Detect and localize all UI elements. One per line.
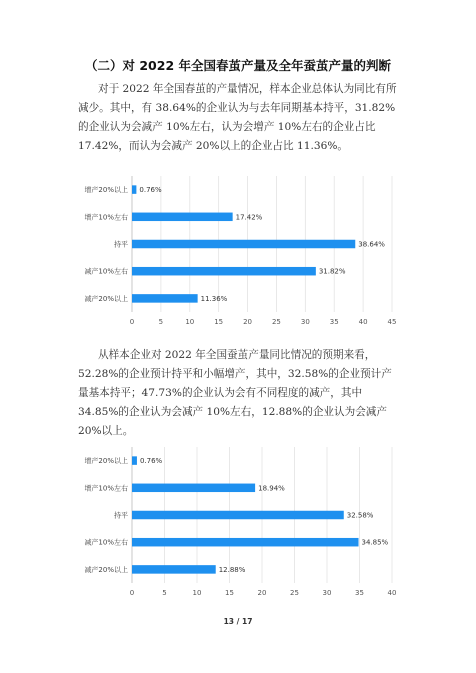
- category-label: 减产10%左右: [84, 538, 128, 547]
- chart-svg: [60, 172, 420, 332]
- bar: [132, 538, 359, 547]
- x-tick-label: 10: [185, 318, 195, 326]
- data-label: 17.42%: [235, 213, 263, 222]
- data-label: 31.82%: [318, 267, 346, 276]
- x-tick-label: 20: [257, 589, 267, 597]
- x-tick-label: 25: [271, 318, 281, 326]
- x-tick-label: 35: [355, 589, 364, 597]
- data-label: 0.76%: [139, 186, 162, 195]
- category-label: 增产10%左右: [84, 484, 128, 493]
- x-tick-label: 10: [192, 589, 202, 597]
- chart-svg: [60, 443, 420, 603]
- category-label: 持平: [114, 240, 128, 249]
- data-label: 0.76%: [139, 457, 163, 466]
- x-tick-label: 0: [129, 318, 135, 326]
- bar: [132, 213, 233, 222]
- bar: [132, 240, 355, 249]
- data-label: 12.88%: [218, 565, 246, 574]
- section-heading: （二）对 2022 年全国春茧产量及全年蚕茧产量的判断: [85, 58, 391, 73]
- spring-cocoon-chart: [60, 172, 420, 332]
- bar: [132, 565, 216, 574]
- x-tick-label: 30: [300, 318, 310, 326]
- category-label: 增产20%以上: [84, 186, 128, 195]
- x-tick-label: 15: [214, 318, 224, 326]
- bar: [132, 456, 137, 465]
- x-tick-label: 20: [243, 318, 253, 326]
- paragraph-annual-cocoon: 从样本企业对 2022 年全国蚕茧产量同比情况的预期来看，52.28%的企业预计持平和小幅增产，其中，32.58%的企业预计产量基本持平；47.73%的企业认为会有不同程度的减产，其中 34.85%的企业认为会减产 10%左右，12.88%的企业认为会减产 20%以上。: [78, 349, 392, 437]
- x-tick-label: 40: [358, 318, 368, 326]
- x-tick-label: 30: [322, 589, 332, 597]
- x-tick-label: 5: [158, 318, 164, 326]
- bar: [132, 267, 316, 276]
- category-label: 增产20%以上: [84, 457, 128, 466]
- paragraph-spring-cocoon: 对于 2022 年全国春茧的产量情况，样本企业总体认为同比有所减少。其中，有 38.64%的企业认为与去年同期基本持平，31.82%的企业认为会减产 10%左右，认为会增产 10%左右的企业占比 17.42%，而认为会减产 20%以上的企业占比 11.36%。: [78, 83, 397, 152]
- x-tick-label: 35: [329, 318, 339, 326]
- x-tick-label: 0: [129, 589, 135, 597]
- category-label: 持平: [114, 511, 128, 520]
- category-label: 减产20%以上: [84, 294, 128, 303]
- data-label: 32.58%: [346, 511, 374, 520]
- x-tick-label: 25: [290, 589, 299, 597]
- x-tick-label: 15: [225, 589, 234, 597]
- bar: [132, 511, 344, 520]
- category-label: 增产10%左右: [84, 213, 128, 222]
- annual-cocoon-chart: [60, 443, 420, 603]
- x-tick-label: 45: [387, 318, 397, 326]
- data-label: 34.85%: [361, 538, 389, 547]
- x-tick-label: 40: [387, 589, 397, 597]
- bar: [132, 185, 136, 194]
- page-number: 13 / 17: [223, 617, 253, 626]
- x-tick-label: 5: [162, 589, 167, 597]
- category-label: 减产20%以上: [84, 565, 128, 574]
- data-label: 38.64%: [358, 240, 385, 249]
- bar: [132, 484, 255, 493]
- data-label: 11.36%: [200, 294, 228, 303]
- bar: [132, 294, 198, 303]
- data-label: 18.94%: [258, 484, 285, 493]
- category-label: 减产10%左右: [84, 267, 128, 276]
